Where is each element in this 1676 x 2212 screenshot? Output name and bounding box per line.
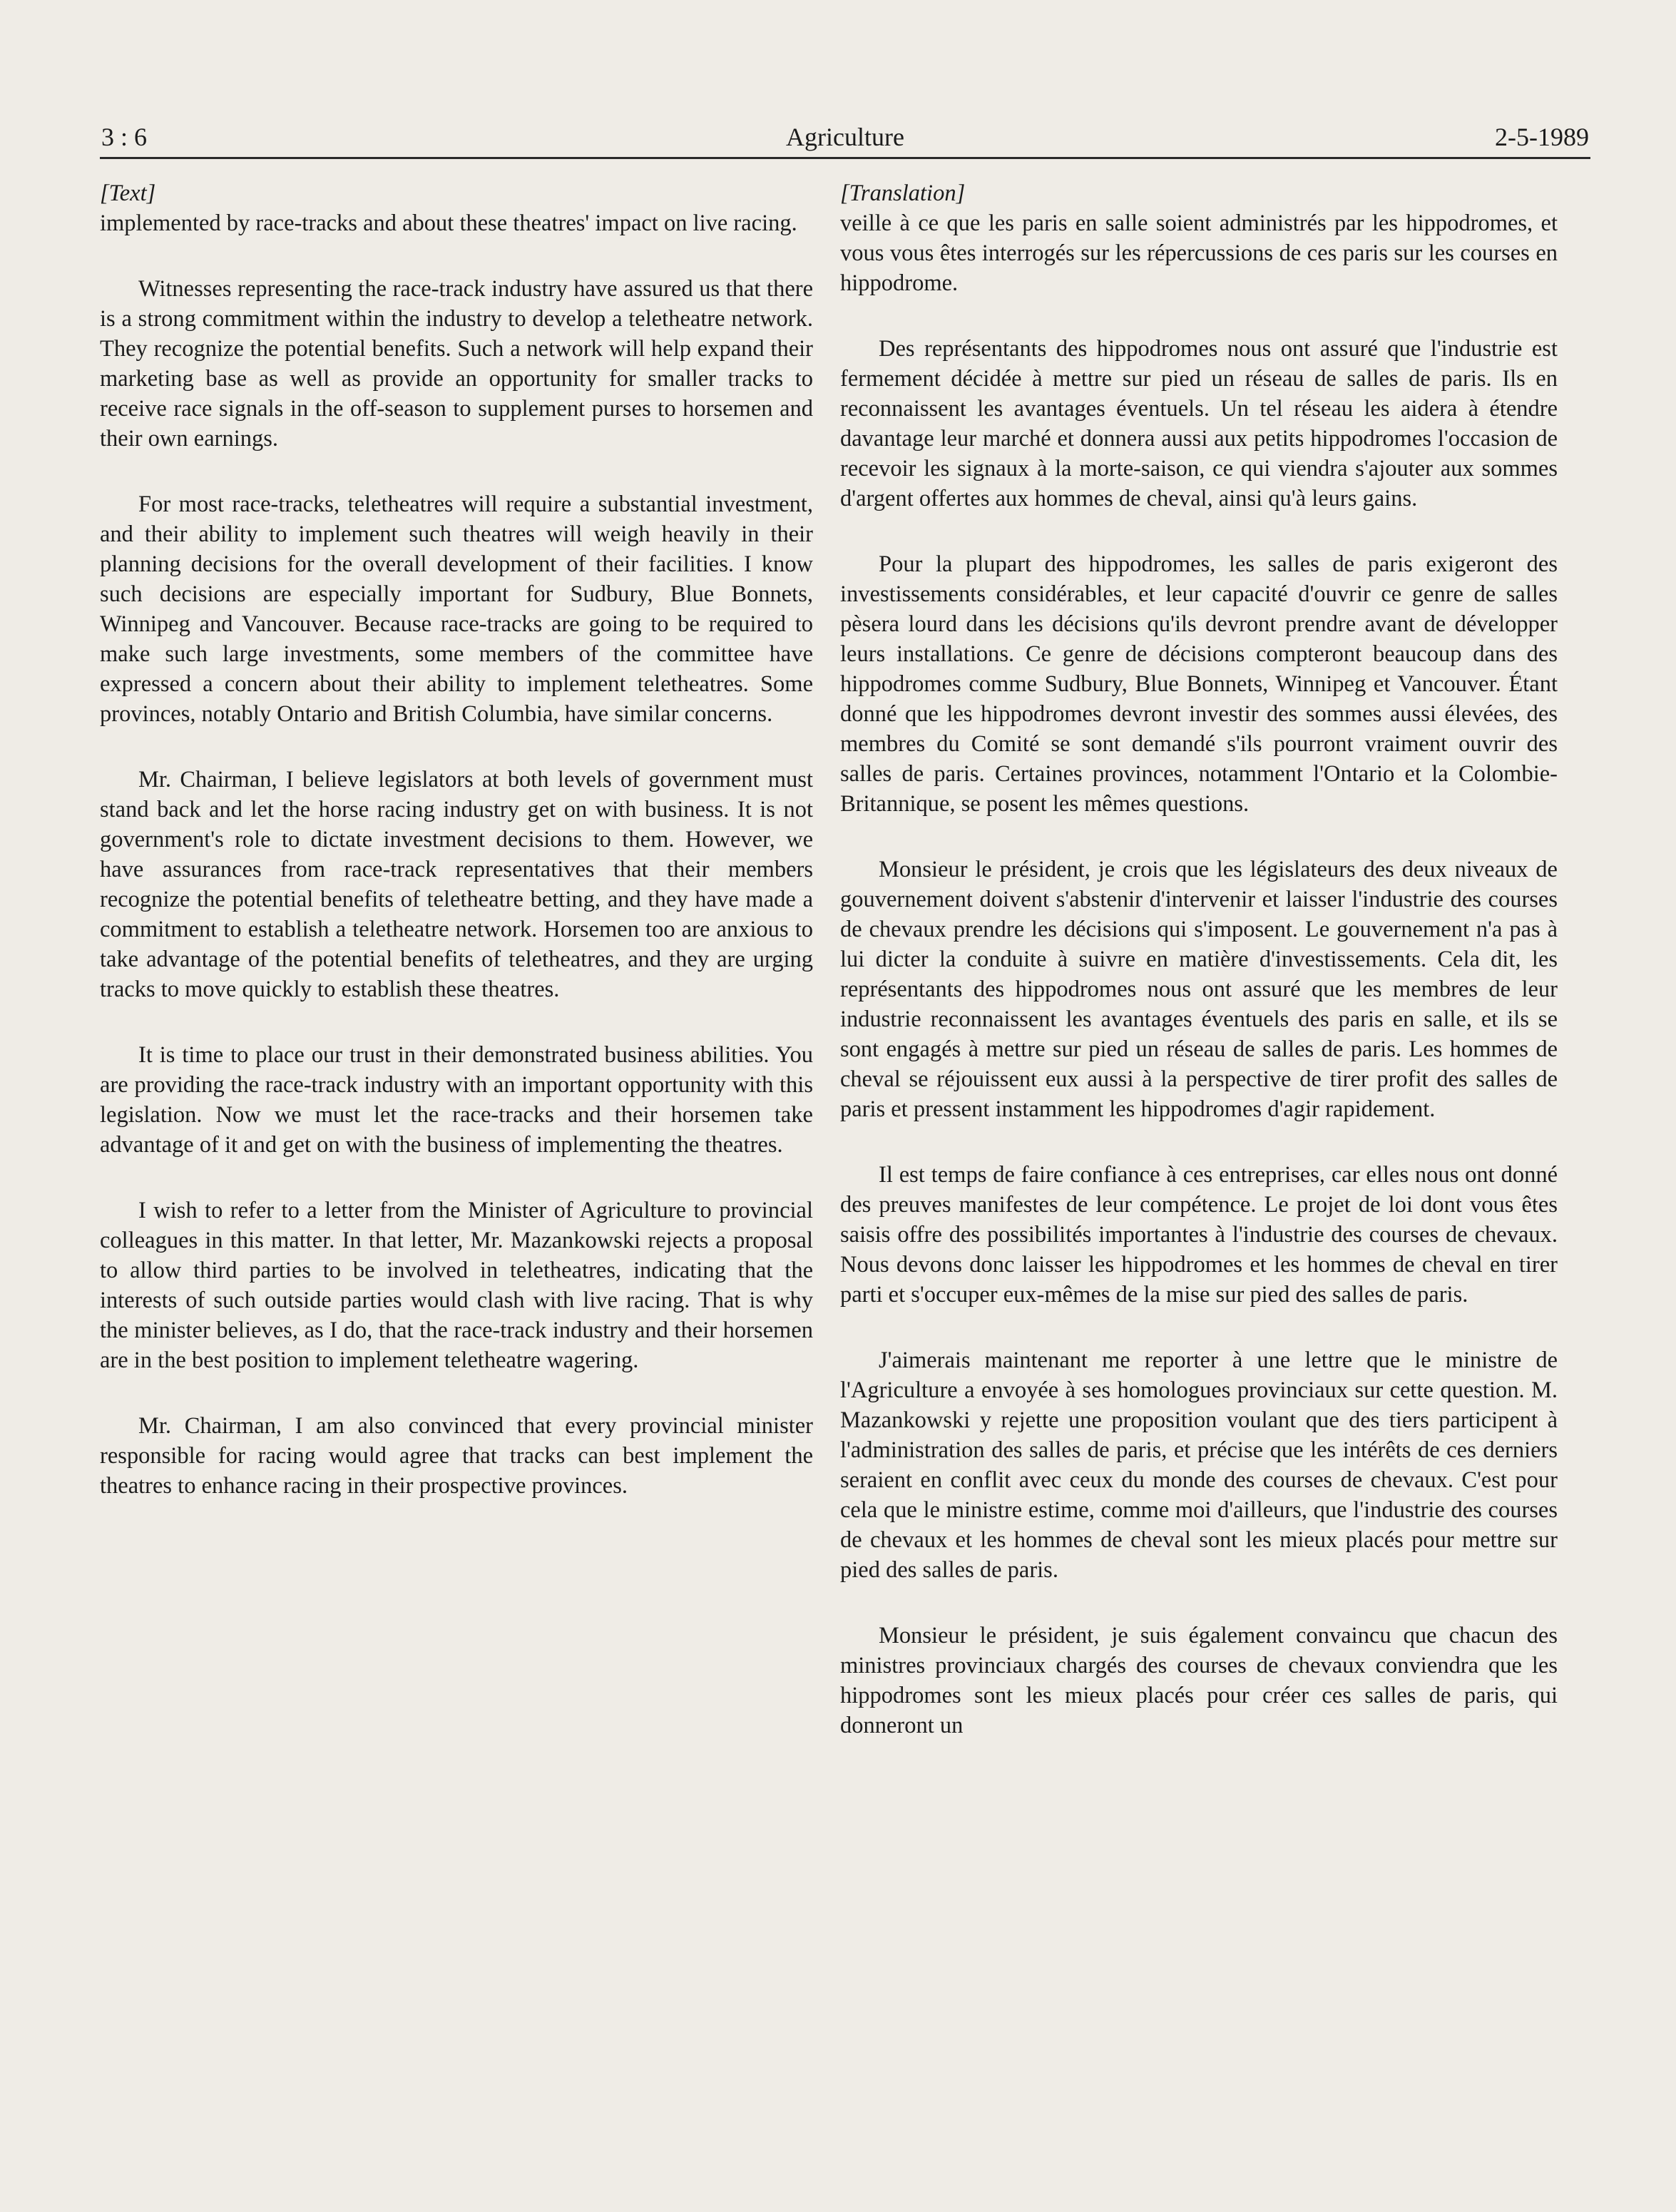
paragraph: veille à ce que les paris en salle soient administrés par les hippodromes, et vous vous êtes interrogés sur les répercussions de ces paris sur les courses en hippodrome. — [840, 210, 1558, 296]
paragraph: It is time to place our trust in their demonstrated business abilities. You are providing the race-track industry with an important opportunity with this legislation. Now we must let the race-tracks and their horsemen take advantage of it and get on with the business of implementing the theatres. — [100, 1042, 813, 1158]
paragraph: Mr. Chairman, I am also convinced that every provincial minister responsible for racing would agree that tracks can best implement the theatres to enhance racing in their prospective provinces. — [100, 1413, 813, 1499]
page-number: 3 : 6 — [101, 123, 148, 151]
paragraph: For most race-tracks, teletheatres will require a substantial investment, and their ability to implement such theatres will weigh heavily in their planning decisions for the overall development of their facilities. I know such decisions are especially important for Sudbury, Blue Bonnets, Winnipeg and Vancouver. Because race-tracks are going to be required to make such large investments, some members of the committee have expressed a concern about their ability to implement teletheatres. Some provinces, notably Ontario and British Columbia, have similar concerns. — [100, 491, 813, 727]
paragraph: I wish to refer to a letter from the Minister of Agriculture to provincial colleagues in this matter. In that letter, Mr. Mazankowski rejects a proposal to allow third parties to be involved in teletheatres, indicating that the interests of such outside parties would clash with live racing. That is why the minister believes, as I do, that the race-track industry and their horsemen are in the best position to implement teletheatre wagering. — [100, 1198, 813, 1373]
french-column — [840, 178, 1558, 1740]
paragraph: Il est temps de faire confiance à ces entreprises, car elles nous ont donné des preuves manifestes de leur compétence. Le projet de loi dont vous êtes saisis offre des possibilités importantes à l'industrie des courses de chevaux. Nous devons donc laisser les hippodromes et les hommes de cheval en tirer parti et s'occuper eux-mêmes de la mise sur pied des salles de paris. — [840, 1162, 1558, 1308]
text-label: [Text] — [100, 180, 156, 206]
translation-label: [Translation] — [840, 180, 966, 206]
paragraph: implemented by race-tracks and about these theatres' impact on live racing. — [100, 210, 797, 236]
page-header — [100, 120, 1590, 159]
paragraph: Pour la plupart des hippodromes, les salles de paris exigeront des investissements considérables, et leur capacité d'ouvrir ce genre de salles pèsera lourd dans les décisions qu'ils devront prendre avant de développer leurs installations. Ce genre de décisions compteront beaucoup dans des hippodromes comme Sudbury, Blue Bonnets, Winnipeg et Vancouver. Étant donné que les hippodromes devront investir des sommes aussi élevées, des membres du Comité se sont demandé s'ils pourront vraiment ouvrir des salles de paris. Certaines provinces, notamment l'Ontario et la Colombie-Britannique, se posent les mêmes questions. — [840, 551, 1558, 817]
paragraph: J'aimerais maintenant me reporter à une lettre que le ministre de l'Agriculture a envoyée à ses homologues provinciaux sur cette question. M. Mazankowski y rejette une proposition voulant que des tiers participent à l'administration des salles de paris, et précise que les intérêts de ces derniers seraient en conflit avec ceux du monde des courses de chevaux. C'est pour cela que le ministre estime, comme moi d'ailleurs, que l'industrie des courses de chevaux et les hommes de cheval sont les mieux placés pour mettre sur pied des salles de paris. — [840, 1347, 1558, 1583]
paragraph: Mr. Chairman, I believe legislators at both levels of government must stand back and let the horse racing industry get on with business. It is not government's role to dictate investment decisions to them. However, we have assurances from race-track representatives that their members recognize the potential benefits of teletheatre betting, and they have made a commitment to establish a teletheatre network. Horsemen too are anxious to take advantage of the potential benefits of teletheatres, and they are urging tracks to move quickly to establish these theatres. — [100, 767, 813, 1002]
paragraph: Monsieur le président, je crois que les législateurs des deux niveaux de gouvernement doivent s'abstenir d'intervenir et laisser l'industrie des courses de chevaux prendre les décisions qui s'imposent. Le gouvernement n'a pas à lui dicter la conduite à suivre en matière d'investissements. Cela dit, les représentants des hippodromes nous ont assuré que les membres de leur industrie reconnaissent les avantages éventuels des paris en salle, et ils se sont engagés à mettre sur pied un réseau de salles de paris. Les hommes de cheval se réjouissent eux aussi à la perspective de tirer profit des salles de paris et pressent instamment les hippodromes d'agir rapidement. — [840, 857, 1558, 1122]
paragraph: Des représentants des hippodromes nous ont assuré que l'industrie est fermement décidée à mettre sur pied un réseau de salles de paris. Ils en reconnaissent les avantages éventuels. Un tel réseau les aidera à étendre davantage leur marché et donnera aussi aux petits hippodromes l'occasion de recevoir les signaux à la morte-saison, ce qui viendra s'ajouter aux sommes d'argent offertes aux hommes de cheval, ainsi qu'à leurs gains. — [840, 336, 1558, 511]
running-title: Agriculture — [786, 123, 904, 151]
paragraph: Witnesses representing the race-track industry have assured us that there is a strong commitment within the industry to develop a teletheatre network. They recognize the potential benefits. Such a network will help expand their marketing base as well as provide an opportunity for smaller tracks to receive race signals in the off-season to supplement purses to horsemen and their own earnings. — [100, 276, 813, 452]
header-date: 2-5-1989 — [1495, 123, 1589, 151]
paragraph: Monsieur le président, je suis également convaincu que chacun des ministres provinciaux chargés des courses de chevaux conviendra que les hippodromes sont les mieux placés pour créer ces salles de paris, qui donneront un — [840, 1623, 1558, 1738]
english-column — [100, 178, 813, 1501]
